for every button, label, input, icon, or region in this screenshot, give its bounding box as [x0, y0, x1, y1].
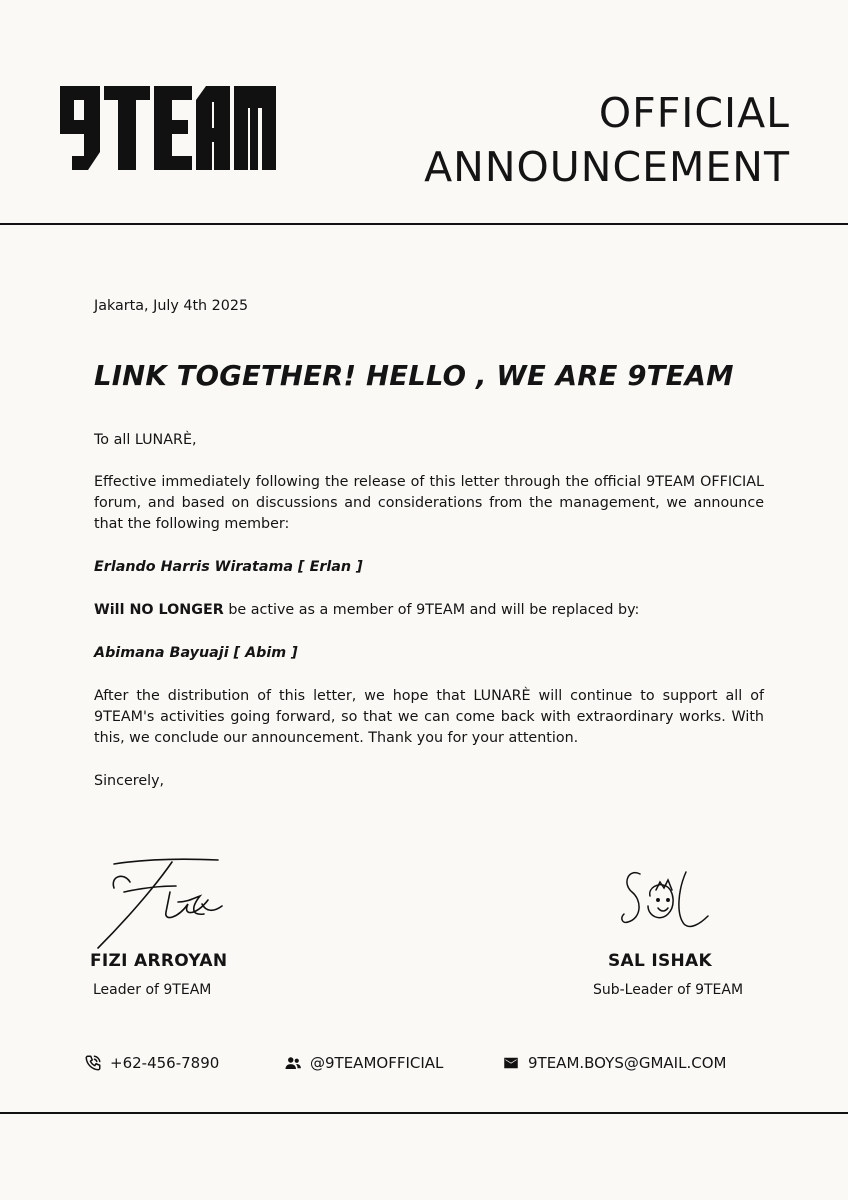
social-handle: @9TEAMOFFICIAL [310, 1054, 444, 1072]
letter-date: Jakarta, July 4th 2025 [94, 298, 249, 314]
title-announcement: ANNOUNCEMENT [424, 143, 790, 191]
letter-paragraph-3: After the distribution of this letter, we hope that LUNARÈ will continue to support all of 9TEAM's activities going forward, so that we can come back with extraordinary works. With this, we conclude our announcement. Thank you for your attention. [94, 688, 764, 746]
letter-paragraph-1: Effective immediately following the release of this letter through the official 9TEAM OFFICIAL forum, and based on discussions and considerations from the management, we announce that the following member: [94, 474, 764, 532]
letter-closing: Sincerely, [94, 773, 165, 789]
mail-icon [502, 1054, 520, 1072]
new-member: Abimana Bayuaji [ Abim ] [94, 645, 298, 661]
contact-phone[interactable] [84, 1054, 219, 1072]
letter-paragraph-2 [94, 600, 764, 621]
signatory-role-subleader: Sub-Leader of 9TEAM [592, 982, 744, 998]
phone-number: +62-456-7890 [110, 1054, 220, 1072]
9team-logo [58, 82, 278, 174]
footer-divider [0, 1112, 848, 1114]
header-divider [0, 223, 848, 225]
signature-sal [618, 860, 718, 940]
contact-email[interactable] [502, 1054, 726, 1072]
contact-social[interactable] [284, 1054, 443, 1072]
signature-fizi [84, 852, 234, 952]
letter-headline: LINK TOGETHER! HELLO , WE ARE 9TEAM [94, 360, 734, 392]
title-official: OFFICIAL [598, 89, 790, 137]
departing-member: Erlando Harris Wiratama [ Erlan ] [94, 559, 363, 575]
signatory-name-leader: FIZI ARROYAN [90, 951, 228, 971]
document-title [424, 86, 790, 194]
email-address: 9TEAM.BOYS@GMAIL.COM [528, 1054, 727, 1072]
phone-icon [84, 1054, 102, 1072]
emphasis-no-longer: Will NO LONGER [94, 602, 224, 618]
letter-greeting: To all LUNARÈ, [94, 432, 197, 448]
signatory-name-subleader: SAL ISHAK [608, 951, 712, 971]
signatory-role-leader: Leader of 9TEAM [93, 982, 212, 998]
replacement-text: be active as a member of 9TEAM and will be replaced by: [223, 602, 640, 618]
people-icon [284, 1054, 302, 1072]
